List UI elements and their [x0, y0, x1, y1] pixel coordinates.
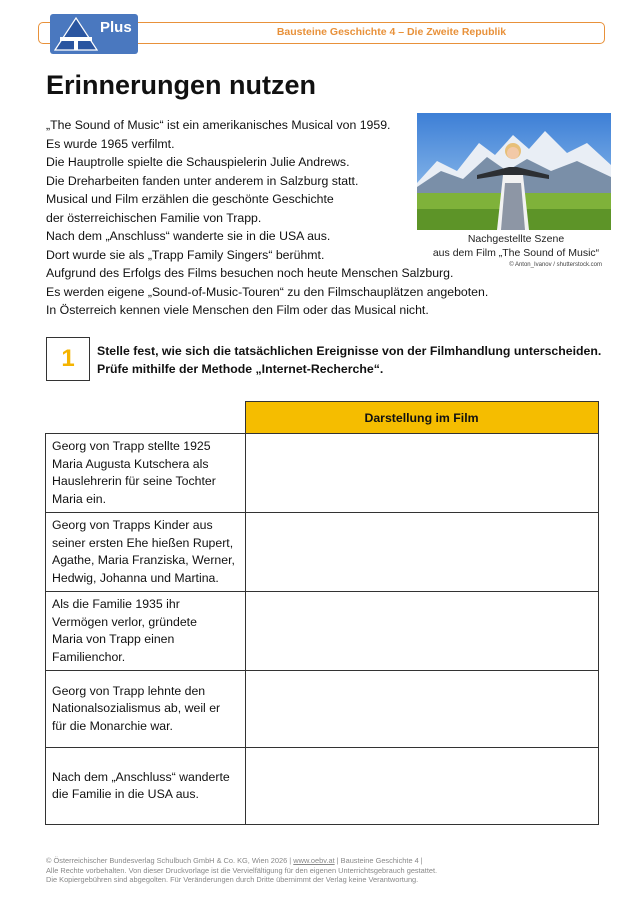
task-line: Stelle fest, wie sich die tatsächlichen Ereignisse von der Filmhandlung unterscheiden. — [97, 344, 602, 358]
intro-line: Es wurde 1965 verfilmt. — [46, 136, 175, 151]
intro-line: Die Dreharbeiten fanden unter anderem in Salzburg statt. — [46, 173, 359, 188]
publisher-logo — [50, 14, 138, 54]
caption-line: Nachgestellte Szene — [467, 233, 565, 245]
logo-text: Plus — [100, 19, 132, 36]
table-row — [46, 592, 599, 671]
footer-line — [46, 856, 437, 866]
column-header-film: Darstellung im Film — [245, 402, 598, 434]
film-answer-cell[interactable] — [245, 513, 598, 592]
fact-line: Vermögen verlor, gründete — [52, 614, 197, 629]
intro-line: Die Hauptrolle spielte die Schauspielerin Julie Andrews. — [46, 155, 350, 169]
fact-cell — [46, 671, 246, 748]
fact-cell — [46, 434, 246, 513]
intro-line: Nach dem „Anschluss“ wanderte sie in die USA aus. — [46, 229, 331, 243]
photo-caption — [416, 232, 616, 260]
film-answer-cell[interactable] — [245, 434, 598, 513]
film-answer-cell[interactable] — [245, 592, 598, 671]
intro-line: Es werden eigene „Sound-of-Music-Touren“ zu den Filmschauplätzen angeboten. — [46, 284, 489, 299]
table-corner — [46, 402, 246, 434]
fact-line: Als die Familie 1935 ihr — [52, 597, 180, 611]
caption-line: aus dem Film „The Sound of Music“ — [432, 247, 600, 259]
publisher-link[interactable]: www.oebv.at — [293, 856, 335, 865]
intro-line: Aufgrund des Erfolgs des Films besuchen noch heute Menschen Salzburg. — [46, 266, 454, 280]
page-title: Erinnerungen nutzen — [46, 70, 316, 100]
table-row — [46, 671, 599, 748]
fact-line: die Familie in die USA aus. — [52, 787, 199, 801]
footer-line: Alle Rechte vorbehalten. Von dieser Druckvorlage ist die Vervielfältigung für den eigenen Unterrichtsgebrauch gestattet. — [46, 865, 438, 875]
film-answer-cell[interactable] — [245, 671, 598, 748]
fact-line: Hedwig, Johanna und Martina. — [52, 570, 219, 585]
fact-line: Agathe, Maria Franziska, Werner, — [52, 553, 235, 567]
fact-cell — [46, 513, 246, 592]
fact-line: Nationalsozialismus ab, weil er — [52, 701, 221, 716]
fact-line: Maria Augusta Kutschera als — [52, 456, 209, 471]
task-number: 1 — [46, 337, 90, 381]
intro-line: Musical und Film erzählen die geschönte Geschichte — [46, 192, 334, 206]
comparison-table — [45, 401, 599, 825]
table-row — [46, 513, 599, 592]
footer-copyright — [46, 856, 437, 885]
intro-line: „The Sound of Music“ ist ein amerikanisches Musical von 1959. — [46, 118, 391, 132]
fact-cell — [46, 592, 246, 671]
footer-text: © Österreichischer Bundesverlag Schulbuch GmbH & Co. KG, Wien 2026 | — [46, 856, 294, 865]
intro-line: In Österreich kennen viele Menschen den Film oder das Musical nicht. — [46, 303, 429, 317]
series-title: Bausteine Geschichte 4 – Die Zweite Republik — [276, 26, 507, 38]
fact-line: Nach dem „Anschluss“ wanderte — [52, 769, 230, 784]
fact-line: Maria von Trapp einen — [52, 632, 175, 646]
sound-of-music-photo — [417, 113, 611, 230]
footer-line: Die Kopiergebühren sind abgegolten. Für Veränderungen durch Dritte übernimmt der Verlag keine Verantwortung. — [46, 875, 419, 885]
fact-line: Georg von Trapp lehnte den — [52, 683, 206, 698]
fact-line: Georg von Trapp stellte 1925 — [52, 439, 211, 453]
fact-line: Maria ein. — [52, 491, 106, 506]
photo-credit: © Anton_Ivanov / shutterstock.com — [509, 262, 602, 268]
film-answer-cell[interactable] — [245, 748, 598, 825]
fact-cell — [46, 748, 246, 825]
fact-line: Familienchor. — [52, 649, 126, 664]
fact-line: Georg von Trapps Kinder aus — [52, 518, 213, 532]
task-line: Prüfe mithilfe der Methode „Internet-Recherche“. — [97, 361, 384, 376]
task-instructions — [97, 343, 601, 378]
table-row — [46, 748, 599, 825]
fact-line: seiner ersten Ehe hießen Rupert, — [52, 535, 234, 550]
fact-line: für die Monarchie war. — [52, 718, 173, 733]
fact-line: Hauslehrerin für seine Tochter — [52, 474, 216, 488]
intro-line: der österreichischen Familie von Trapp. — [46, 210, 262, 225]
triangle-logo-icon — [54, 17, 98, 51]
footer-text: | Bausteine Geschichte 4 | — [334, 856, 423, 865]
table-row — [46, 434, 599, 513]
intro-line: Dort wurde sie als „Trapp Family Singers“ berühmt. — [46, 247, 325, 262]
